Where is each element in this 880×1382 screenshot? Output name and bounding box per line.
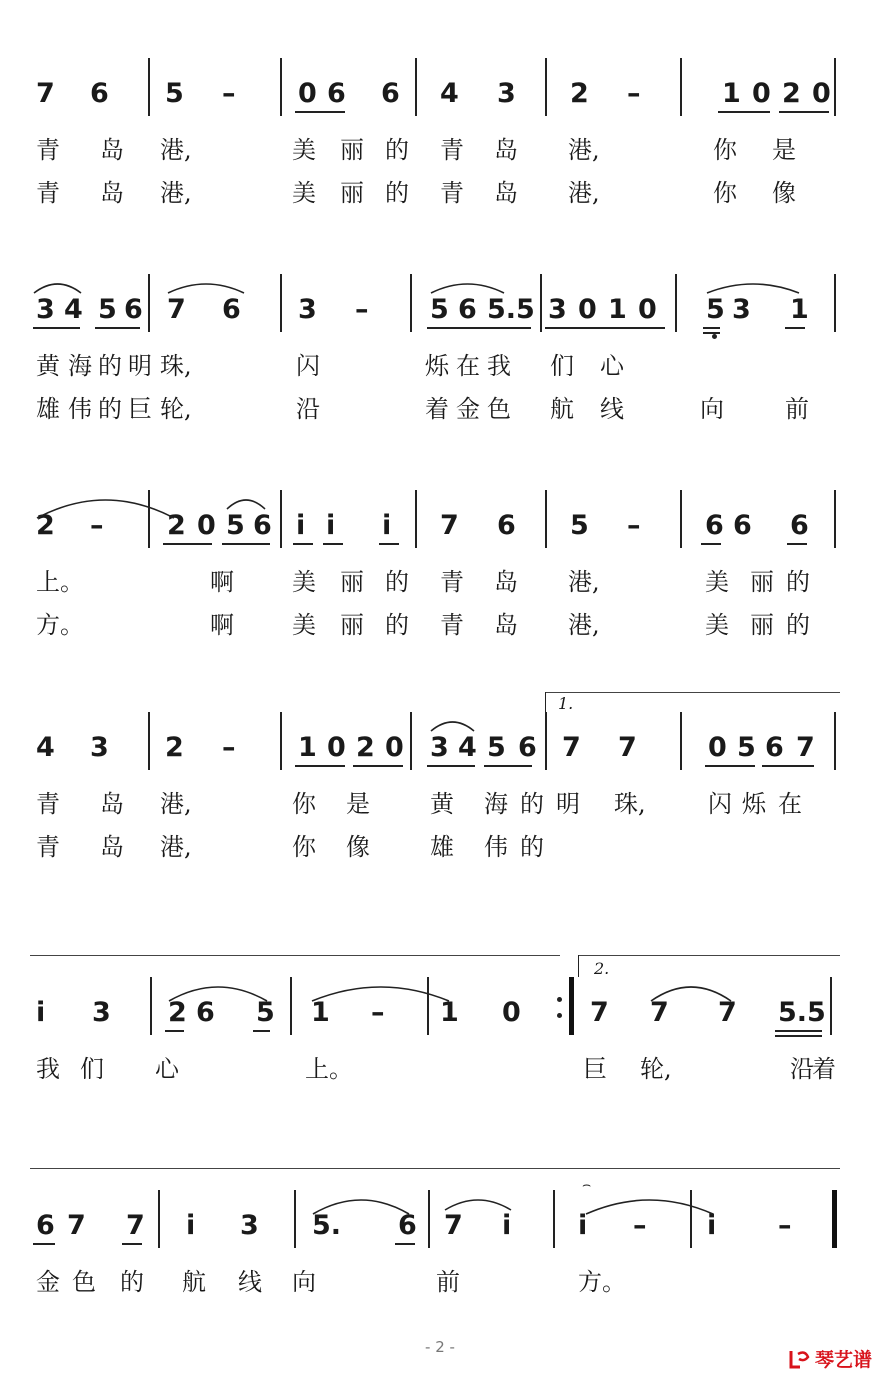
lyric-verse1: 线 [238, 1268, 262, 1296]
note: 2 [165, 732, 184, 763]
volta-bracket [578, 955, 840, 956]
staff-system [0, 490, 880, 660]
duration-underline [427, 327, 531, 329]
lyric-verse1: 我 [487, 352, 511, 380]
note: 0 [752, 78, 771, 109]
note: 2 [356, 732, 375, 763]
note: 6 [253, 510, 272, 541]
note: 6 [222, 294, 241, 325]
note: 4 [440, 78, 459, 109]
barline [158, 1190, 160, 1248]
note: 6 [381, 78, 400, 109]
note: 7 [562, 732, 581, 763]
note: 3 [548, 294, 567, 325]
note: 6 [327, 78, 346, 109]
lyric-verse1: 黄 [36, 352, 60, 380]
note: 0 [812, 78, 831, 109]
barline [545, 712, 547, 770]
note: – [355, 294, 369, 325]
slur [444, 1196, 512, 1216]
slur [430, 718, 475, 738]
lyric-verse2: 岛 [100, 179, 124, 207]
lyric-verse1: 的 [786, 568, 810, 596]
barline [150, 977, 152, 1035]
note: 1 [722, 78, 741, 109]
slur [226, 496, 266, 516]
note: 3 [92, 997, 111, 1028]
page-number: - 2 - [425, 1338, 455, 1356]
duration-underline [701, 543, 721, 545]
lyric-verse2: 你 [713, 179, 737, 207]
note: 5 [98, 294, 117, 325]
note: – [371, 997, 385, 1028]
lyric-verse1: 在 [778, 790, 802, 818]
barline [540, 274, 542, 332]
duration-underline [33, 327, 80, 329]
note: 2 [168, 997, 187, 1028]
lyric-verse2: 美 [292, 611, 316, 639]
note: 7 [618, 732, 637, 763]
note: 6 [36, 1210, 55, 1241]
duration-underline [122, 1243, 142, 1245]
note: 5 [256, 997, 275, 1028]
lyric-verse1: 的 [385, 136, 409, 164]
note: 0 [327, 732, 346, 763]
duration-underline [295, 765, 345, 767]
lyric-verse2: 的 [385, 179, 409, 207]
note: 3 [240, 1210, 259, 1241]
lyric-verse1: 的 [385, 568, 409, 596]
lyric-verse2: 航 [550, 395, 574, 423]
lyric-verse2: 巨 [128, 395, 152, 423]
note: – [778, 1210, 792, 1241]
lyric-verse1: 的 [98, 352, 122, 380]
note: – [627, 510, 641, 541]
slur [311, 983, 450, 1003]
watermark-text: 琴艺谱 [815, 1349, 873, 1371]
lyric-verse2: 线 [600, 395, 624, 423]
note: 6 [458, 294, 477, 325]
lyric-verse1: 在 [456, 352, 480, 380]
lyric-verse1: 色 [72, 1268, 96, 1296]
lyric-verse1: 青 [440, 136, 464, 164]
note: 6 [790, 510, 809, 541]
logo-icon [788, 1348, 812, 1370]
lyric-verse2: 伟 [68, 395, 92, 423]
slur [312, 1196, 410, 1216]
note: i [502, 1210, 512, 1241]
volta-number: 1. [558, 694, 574, 713]
lyric-verse1: 上。 [305, 1055, 353, 1083]
duration-underline [703, 327, 720, 329]
note: 1 [311, 997, 330, 1028]
note: – [90, 510, 104, 541]
note: 6 [765, 732, 784, 763]
repeat-dot [557, 997, 562, 1002]
slur [585, 1196, 714, 1216]
duration-underline [705, 765, 755, 767]
lyric-verse1: 岛 [494, 136, 518, 164]
lyric-verse1: 闪 [296, 352, 320, 380]
lyric-verse2: 伟 [484, 833, 508, 861]
duration-underline [775, 1030, 822, 1032]
lyric-verse1: 美 [292, 136, 316, 164]
lyric-verse1: 岛 [100, 136, 124, 164]
note: 0 [502, 997, 521, 1028]
lyric-verse2: 色 [487, 395, 511, 423]
duration-underline [718, 111, 770, 113]
duration-underline [427, 765, 475, 767]
note: 6 [497, 510, 516, 541]
lyric-verse1: 金 [36, 1268, 60, 1296]
lyric-verse1: 美 [292, 568, 316, 596]
system-rule [30, 1168, 840, 1169]
duration-underline [379, 543, 399, 545]
lyric-verse2: 向 [700, 395, 724, 423]
barline [280, 490, 282, 548]
note: – [222, 732, 236, 763]
barline [680, 712, 682, 770]
lyric-verse1: 烁 [742, 790, 766, 818]
fermata-icon: ⌢ [582, 1177, 592, 1193]
note: 3 [732, 294, 751, 325]
note: 4 [64, 294, 83, 325]
lyric-verse2: 的 [786, 611, 810, 639]
note: 7 [718, 997, 737, 1028]
lyric-verse2: 港, [160, 833, 192, 861]
volta-bracket [545, 692, 840, 693]
note: 7 [444, 1210, 463, 1241]
lyric-verse2: 美 [705, 611, 729, 639]
note: i [36, 997, 46, 1028]
barline [415, 490, 417, 548]
note: 0 [578, 294, 597, 325]
lyric-verse2: 港, [568, 611, 600, 639]
note: – [633, 1210, 647, 1241]
lyric-verse2: 青 [440, 611, 464, 639]
watermark-logo [788, 1345, 872, 1372]
lyric-verse2: 雄 [430, 833, 454, 861]
barline [148, 58, 150, 116]
lyric-verse1: 丽 [750, 568, 774, 596]
lyric-verse1: 青 [440, 568, 464, 596]
slur [430, 280, 505, 300]
barline [545, 490, 547, 548]
lyric-verse1: 们 [550, 352, 574, 380]
lyric-verse1: 丽 [340, 568, 364, 596]
barline [834, 490, 836, 548]
note: 3 [497, 78, 516, 109]
volta-bracket-leg [545, 692, 546, 714]
lyric-verse2: 沿 [296, 395, 320, 423]
note: 0 [197, 510, 216, 541]
lyric-verse2: 青 [440, 179, 464, 207]
duration-underline [353, 765, 403, 767]
lyric-verse2: 像 [772, 179, 796, 207]
lyric-verse2: 前 [785, 395, 809, 423]
note: i [326, 510, 336, 541]
lyric-verse1: 海 [68, 352, 92, 380]
lyric-verse1: 明 [128, 352, 152, 380]
volta-bracket-leg [578, 955, 579, 977]
duration-underline [775, 1035, 822, 1037]
note: 2 [570, 78, 589, 109]
note: 2 [782, 78, 801, 109]
lyric-verse1: 你 [713, 136, 737, 164]
lyric-verse2: 丽 [340, 611, 364, 639]
lyric-verse1: 珠, [160, 352, 192, 380]
duration-underline [163, 543, 212, 545]
note: 7 [36, 78, 55, 109]
lyric-verse1: 的 [120, 1268, 144, 1296]
note: 3 [430, 732, 449, 763]
barline [834, 712, 836, 770]
note: 3 [36, 294, 55, 325]
note: 2 [36, 510, 55, 541]
note: i [707, 1210, 717, 1241]
note: i [296, 510, 306, 541]
lyric-verse2: 的 [520, 833, 544, 861]
lyric-verse1: 港, [568, 136, 600, 164]
octave-dot [712, 334, 717, 339]
duration-underline [165, 1030, 184, 1032]
barline [280, 274, 282, 332]
duration-underline [785, 327, 805, 329]
lyric-verse1: 上。 [36, 568, 84, 596]
note: 2 [167, 510, 186, 541]
barline [680, 490, 682, 548]
duration-underline [222, 543, 270, 545]
slur [168, 983, 268, 1003]
lyric-verse2: 青 [36, 833, 60, 861]
lyric-verse1: 岛 [494, 568, 518, 596]
note: 5 [226, 510, 245, 541]
duration-underline [484, 765, 532, 767]
slur [650, 983, 732, 1003]
duration-underline [253, 1030, 270, 1032]
barline [294, 1190, 296, 1248]
note: 0 [638, 294, 657, 325]
barline [834, 274, 836, 332]
barline [834, 58, 836, 116]
lyric-verse1: 航 [182, 1268, 206, 1296]
duration-underline [787, 543, 807, 545]
staff-system [0, 959, 880, 1147]
note: 6 [705, 510, 724, 541]
lyric-verse2: 方。 [36, 611, 84, 639]
lyric-verse1: 海 [484, 790, 508, 818]
note: i [382, 510, 392, 541]
note: 6 [518, 732, 537, 763]
note: 0 [298, 78, 317, 109]
note: 5 [570, 510, 589, 541]
barline [415, 58, 417, 116]
slur [33, 280, 82, 300]
thick-barline [569, 977, 574, 1035]
lyric-verse1: 的 [520, 790, 544, 818]
lyric-verse1: 闪 [708, 790, 732, 818]
repeat-dot [557, 1013, 562, 1018]
thick-barline [832, 1190, 837, 1248]
lyric-verse1: 岛 [100, 790, 124, 818]
barline [410, 274, 412, 332]
lyric-verse1: 港, [160, 790, 192, 818]
barline [680, 58, 682, 116]
note: 6 [398, 1210, 417, 1241]
note: 7 [167, 294, 186, 325]
note: 3 [90, 732, 109, 763]
barline [428, 1190, 430, 1248]
note: 3 [298, 294, 317, 325]
note: 7 [67, 1210, 86, 1241]
staff-system [0, 58, 880, 228]
barline [410, 712, 412, 770]
note: 7 [650, 997, 669, 1028]
staff-system [0, 1177, 880, 1360]
lyric-verse1: 我 [36, 1055, 60, 1083]
lyric-verse1: 丽 [340, 136, 364, 164]
lyric-verse1: 青 [36, 136, 60, 164]
lyric-verse1: 珠, [614, 790, 646, 818]
lyric-verse2: 美 [292, 179, 316, 207]
lyric-verse2: 你 [292, 833, 316, 861]
lyric-verse1: 港, [568, 568, 600, 596]
lyric-verse2: 的 [98, 395, 122, 423]
staff-system [0, 274, 880, 444]
lyric-verse1: 是 [772, 136, 796, 164]
lyric-verse1: 心 [600, 352, 624, 380]
lyric-verse2: 丽 [750, 611, 774, 639]
lyric-verse1: 明 [556, 790, 580, 818]
lyric-verse2: 岛 [494, 179, 518, 207]
note: i [186, 1210, 196, 1241]
barline [553, 1190, 555, 1248]
lyric-verse2: 岛 [494, 611, 518, 639]
note: 5. [312, 1210, 342, 1241]
note: 7 [126, 1210, 145, 1241]
lyric-verse1: 向 [292, 1268, 316, 1296]
note: 7 [796, 732, 815, 763]
note: 6 [733, 510, 752, 541]
duration-underline [779, 111, 829, 113]
barline [280, 58, 282, 116]
note: 5 [706, 294, 725, 325]
duration-underline [95, 327, 140, 329]
lyric-verse1: 们 [80, 1055, 104, 1083]
note: 7 [440, 510, 459, 541]
lyric-verse2: 轮, [160, 395, 192, 423]
lyric-verse1: 你 [292, 790, 316, 818]
note: 6 [124, 294, 143, 325]
lyric-verse1: 着 [812, 1055, 836, 1083]
slur [706, 280, 800, 300]
slur [167, 280, 245, 300]
duration-underline [33, 1243, 55, 1245]
lyric-verse2: 丽 [340, 179, 364, 207]
duration-underline [762, 765, 814, 767]
duration-underline [395, 1243, 415, 1245]
barline [675, 274, 677, 332]
slur [36, 496, 175, 516]
barline [148, 712, 150, 770]
barline [830, 977, 832, 1035]
note: 5 [737, 732, 756, 763]
lyric-verse1: 青 [36, 790, 60, 818]
duration-underline [703, 332, 720, 334]
lyric-verse2: 雄 [36, 395, 60, 423]
volta-number: 2. [594, 959, 610, 978]
duration-underline [293, 543, 313, 545]
note: 5.5 [487, 294, 535, 325]
lyric-verse2: 港, [568, 179, 600, 207]
lyric-verse1: 美 [705, 568, 729, 596]
lyric-verse1: 前 [436, 1268, 460, 1296]
lyric-verse1: 心 [155, 1055, 179, 1083]
lyric-verse2: 啊 [210, 611, 234, 639]
note: 0 [708, 732, 727, 763]
lyric-verse1: 港, [160, 136, 192, 164]
note: 1 [608, 294, 627, 325]
barline [148, 274, 150, 332]
lyric-verse1: 方。 [578, 1268, 626, 1296]
barline [290, 977, 292, 1035]
note: 7 [590, 997, 609, 1028]
note: 4 [36, 732, 55, 763]
barline [280, 712, 282, 770]
note: 5 [430, 294, 449, 325]
lyric-verse1: 沿 [790, 1055, 814, 1083]
lyric-verse2: 港, [160, 179, 192, 207]
lyric-verse1: 巨 [583, 1055, 607, 1083]
lyric-verse2: 像 [346, 833, 370, 861]
duration-underline [323, 543, 343, 545]
lyric-verse2: 岛 [100, 833, 124, 861]
note: 5.5 [778, 997, 826, 1028]
note: 6 [90, 78, 109, 109]
note: 5 [487, 732, 506, 763]
lyric-verse1: 黄 [430, 790, 454, 818]
lyric-verse2: 的 [385, 611, 409, 639]
lyric-verse1: 烁 [425, 352, 449, 380]
note: 6 [196, 997, 215, 1028]
note: 5 [165, 78, 184, 109]
note: i [578, 1210, 588, 1241]
staff-system [0, 694, 880, 882]
lyric-verse2: 着 [425, 395, 449, 423]
lyric-verse1: 轮, [640, 1055, 672, 1083]
note: 4 [458, 732, 477, 763]
lyric-verse1: 是 [346, 790, 370, 818]
note: – [627, 78, 641, 109]
lyric-verse2: 青 [36, 179, 60, 207]
duration-underline [295, 111, 345, 113]
note: 1 [440, 997, 459, 1028]
note: – [222, 78, 236, 109]
lyric-verse2: 金 [456, 395, 480, 423]
note: 1 [298, 732, 317, 763]
duration-underline [545, 327, 665, 329]
barline [545, 58, 547, 116]
lyric-verse1: 啊 [210, 568, 234, 596]
note: 1 [790, 294, 809, 325]
system-rule [30, 955, 560, 956]
note: 0 [385, 732, 404, 763]
